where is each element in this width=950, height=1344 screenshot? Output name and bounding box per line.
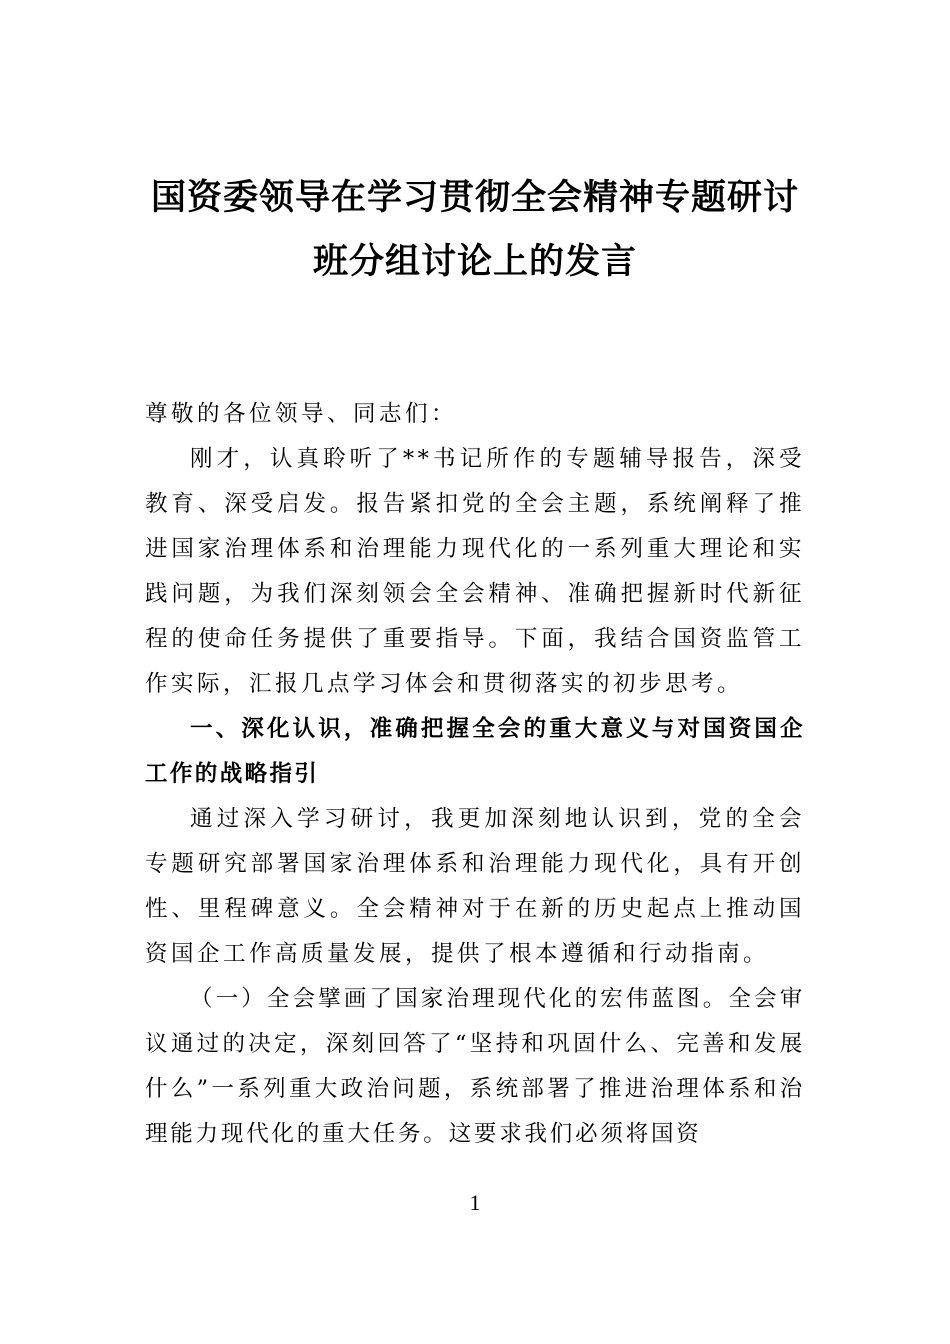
paragraph-subsection-1: （一）全会擘画了国家治理现代化的宏伟蓝图。全会审议通过的决定，深刻回答了“坚持和巩固什么、完善和发展什么”一系列重大政治问题，系统部署了推进治理体系和治理能力现代化的重大任务。这要求我们必须将国资 [145, 986, 805, 1147]
section-heading-1: 一、深化认识，准确把握全会的重大意义与对国资国企工作的战略指引 [145, 716, 805, 787]
document-body [145, 392, 805, 1157]
document-title-line-1: 国资委领导在学习贯彻全会精神专题研讨 [150, 177, 799, 218]
salutation: 尊敬的各位领导、同志们： [145, 401, 458, 427]
paragraph-section-1: 通过深入学习研讨，我更加深刻地认识到，党的全会专题研究部署国家治理体系和治理能力现代化，具有开创性、里程碑意义。全会精神对于在新的历史起点上推动国资国企工作高质量发展，提供了根本遵循和行动指南。 [145, 806, 805, 967]
page-number: 1 [469, 1190, 481, 1215]
document-title-line-2: 班分组讨论上的发言 [312, 241, 637, 282]
paragraph-intro: 刚才，认真聆听了**书记所作的专题辅导报告，深受教育、深受启发。报告紧扣党的全会主题，系统阐释了推进国家治理体系和治理能力现代化的一系列重大理论和实践问题，为我们深刻领会全会精神、准确把握新时代新征程的使命任务提供了重要指导。下面，我结合国资监管工作实际，汇报几点学习体会和贯彻落实的初步思考。 [145, 446, 805, 697]
